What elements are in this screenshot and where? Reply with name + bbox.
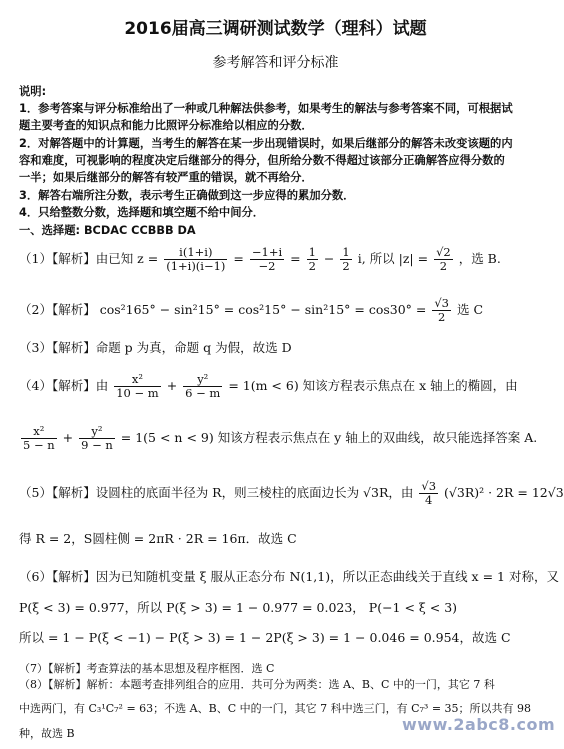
q1-solution: （1）【解析】由已知 z = $\frac{i(1+i)}{(1+i)(i-1)}$ = $\frac{-1+i}{-2}$ = $\frac{1}{2}$ − $\frac{1}{2}$ i, 所以 |z| = $\frac{√2}{2}$ ，选 B. xyxy=(19,245,501,274)
q6-solution-line-1: （6）【解析】因为已知随机变量 ξ 服从正态分布 N(1,1)，所以正态曲线关于直线 x = 1 对称，又 xyxy=(19,569,559,584)
q7-solution: （7）【解析】考查算法的基本思想及程序框图．选 C xyxy=(19,662,275,675)
section-label: 一、选择题: xyxy=(19,224,84,237)
page-title: 2016届高三调研测试数学（理科）试题 xyxy=(124,19,427,39)
q4-solution-line-2: $\frac{\text{x²}}{5 - n}$ + $\frac{\text{y²}}{9 - n}$ = 1(5 < n < 9) 知该方程表示焦点在 y 轴上的双曲线，故只能选择答案 A. xyxy=(23,424,538,453)
notes-heading: 说明: xyxy=(19,85,47,98)
site-watermark: www.2abc8.com xyxy=(402,715,556,734)
note-2-line-1: 2．对解答题中的计算题，当考生的解答在某一步出现错误时，如果后继部分的解答未改变该题的内 xyxy=(19,137,513,150)
note-2-line-3: 一半；如果后继部分的解答有较严重的错误，就不再给分． xyxy=(19,171,313,184)
q4-solution-line-1: （4）【解析】由 $\frac{\text{x²}}{10 - m}$ + $\frac{\text{y²}}{6 - m}$ = 1(m < 6) 知该方程表示焦点在 x 轴上的椭圆，由 xyxy=(19,372,518,401)
q8-solution-line-2: 中选两门，有 C₃¹C₇² = 63；不选 A、B、C 中的一门，其它 7 科中选三门，有 C₇³ = 35；所以共有 98 xyxy=(19,702,532,715)
q5-solution-line-1: （5）【解析】设圆柱的底面半径为 R，则三棱柱的底面边长为 √3R，由 $\frac{√3}{4}$ (√3R)² · 2R = 12√3 xyxy=(19,479,564,508)
q8-solution-line-3: 种，故选 B xyxy=(19,727,75,740)
note-1-line-2: 题主要考查的知识点和能力比照评分标准给以相应的分数． xyxy=(19,119,313,132)
section-choice-answers xyxy=(19,222,196,238)
q1-frac-1: $\frac{i(1+i)}{(1+i)(i-1)}$ xyxy=(166,245,226,274)
q6-solution-line-2: P(ξ < 3) = 0.977，所以 P(ξ > 3) = 1 − 0.977 = 0.023， P(−1 < ξ < 3) xyxy=(19,600,458,615)
q3-solution: （3）【解析】命题 p 为真，命题 q 为假，故选 D xyxy=(19,340,292,355)
note-1-line-1: 1．参考答案与评分标准给出了一种或几种解法供参考，如果考生的解法与参考答案不同，可根据试 xyxy=(19,102,513,115)
note-3: 3．解答右端所注分数，表示考生正确做到这一步应得的累加分数． xyxy=(19,189,355,202)
choice-answers: BCDAC CCBBB DA xyxy=(83,224,196,237)
q1-frac-3: $\frac{1}{2}$ xyxy=(308,245,316,274)
note-4: 4．只给整数分数，选择题和填空题不给中间分． xyxy=(19,206,265,219)
q6-solution-line-3: 所以 = 1 − P(ξ < −1) − P(ξ > 3) = 1 − 2P(ξ > 3) = 1 − 0.046 = 0.954，故选 C xyxy=(19,630,511,645)
q1-frac-5: $\frac{√2}{2}$ xyxy=(436,245,451,274)
q2-frac: $\frac{√3}{2}$ xyxy=(434,296,449,325)
page-subtitle: 参考解答和评分标准 xyxy=(212,55,339,71)
q1-frac-2: $\frac{-1+i}{-2}$ xyxy=(251,245,283,274)
q1-lead: （1）【解析】由已知 z = xyxy=(19,251,159,267)
q1-frac-4: $\frac{1}{2}$ xyxy=(342,245,350,274)
q5-solution-line-2: 得 R = 2，S圆柱侧 = 2πR · 2R = 16π．故选 C xyxy=(19,531,297,546)
note-2-line-2: 容和难度，可视影响的程度决定后继部分的得分，但所给分数不得超过该部分正确解答应得分数的 xyxy=(19,154,505,167)
q8-solution-line-1: （8）【解析】解析：本题考查排列组合的应用．共可分为两类：选 A、B、C 中的一门，其它 7 科 xyxy=(19,678,495,691)
q2-solution: （2）【解析】 cos²165° − sin²15° = cos²15° − sin²15° = cos30° = $\frac{√3}{2}$ 选 C xyxy=(19,296,484,325)
